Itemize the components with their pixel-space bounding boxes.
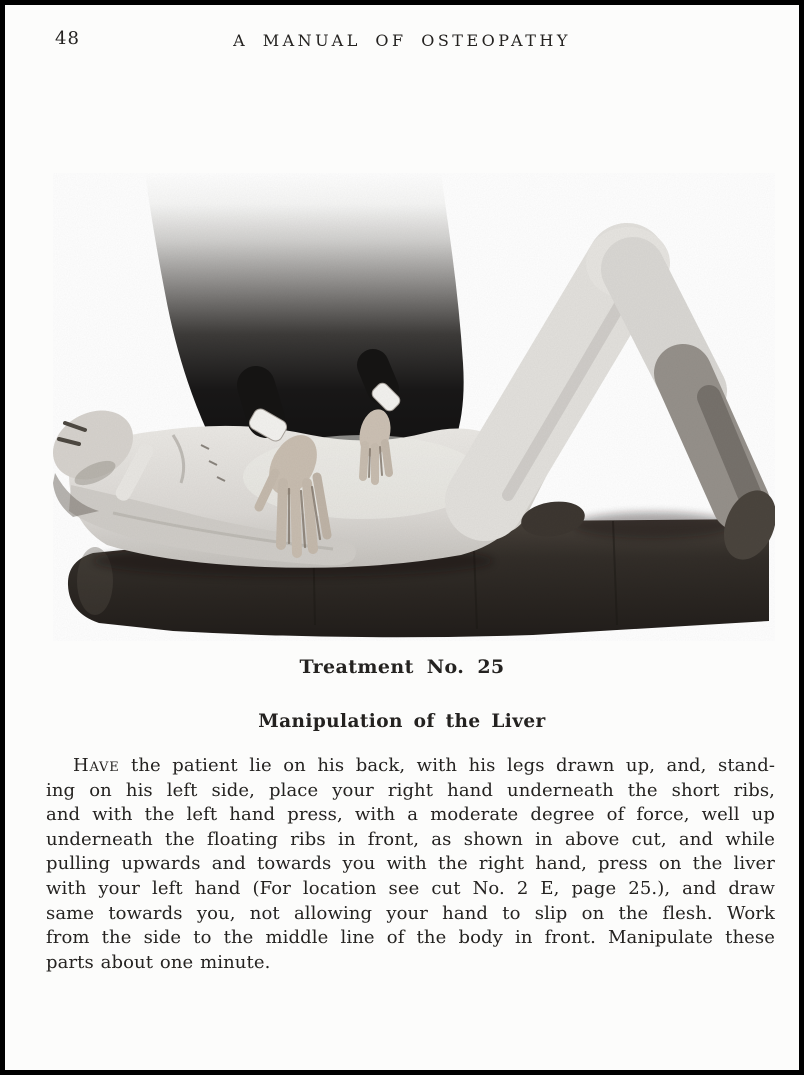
paragraph-line: and with the left hand press, with a moderate degree of force, well up [46, 804, 775, 826]
paragraph-line: parts about one minute. [46, 951, 271, 973]
page-number: 48 [55, 28, 80, 49]
treatment-number-caption: Treatment No. 25 [299, 656, 505, 678]
treatment-title-caption: Manipulation of the Liver [258, 711, 546, 732]
paragraph-line: pulling upwards and towards you with the right hand, press on the liver [46, 853, 775, 875]
lead-word: Have [73, 755, 120, 776]
paragraph-line: same towards you, not allowing your hand to slip on the flesh. Work [46, 902, 775, 924]
photo-grain [53, 173, 775, 641]
paragraph-line: with your left hand (For location see cut No. 2 E, page 25.), and draw [46, 877, 775, 899]
treatment-photograph [53, 173, 775, 641]
paragraph-line: ing on his left side, place your right hand underneath the short ribs, [46, 779, 775, 801]
running-title: A MANUAL OF OSTEOPATHY [233, 31, 571, 50]
paragraph-line-text: the patient lie on his back, with his legs drawn up, and, stand- [119, 755, 775, 776]
body-paragraph [46, 754, 775, 975]
paragraph-line [46, 754, 775, 779]
paragraph-line: underneath the floating ribs in front, as shown in above cut, and while [46, 828, 775, 850]
paragraph-line: from the side to the middle line of the body in front. Manipulate these [46, 927, 775, 949]
